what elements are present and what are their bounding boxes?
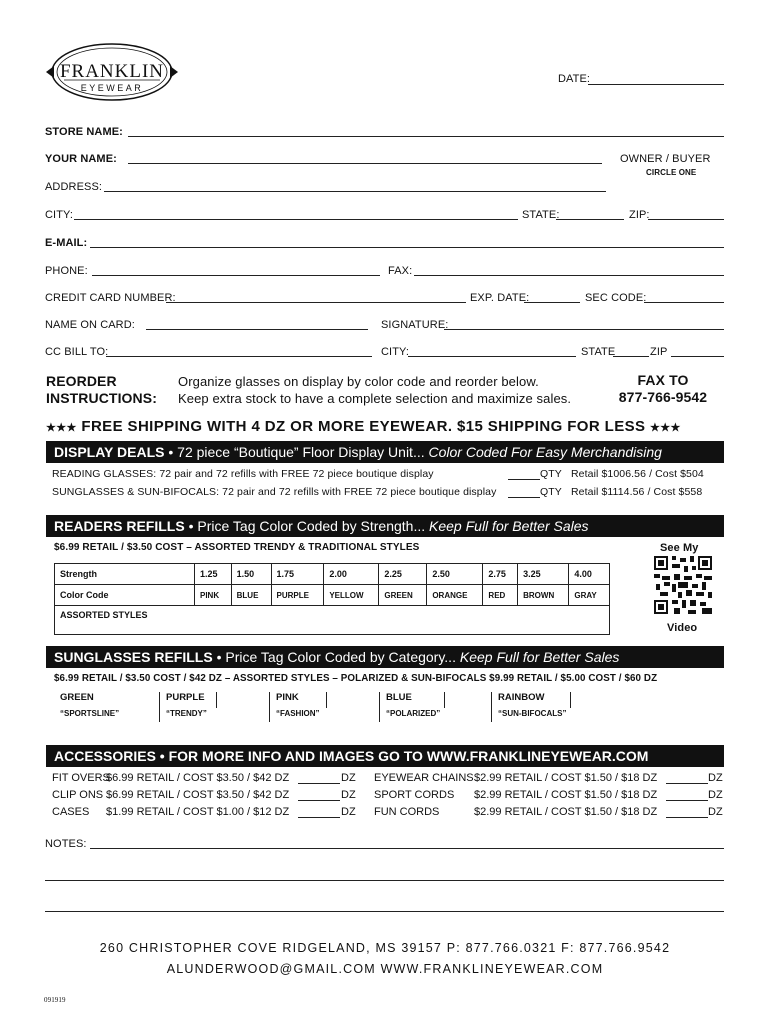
accessory-name: CLIP ONS (52, 789, 104, 801)
readers-italic: Keep Full for Better Sales (429, 518, 589, 534)
accessory-name: EYEWEAR CHAINS (374, 772, 474, 784)
state-label: STATE: (522, 209, 560, 221)
signature-field[interactable] (444, 329, 724, 330)
free-shipping-text: FREE SHIPPING WITH 4 DZ OR MORE EYEWEAR. $15 SHIPPING FOR LESS (81, 418, 646, 435)
address-label: ADDRESS: (45, 181, 103, 193)
star-icon: ★★★ (46, 422, 77, 434)
name-on-card-label: NAME ON CARD: (45, 319, 135, 331)
logo-name: FRANKLIN (59, 61, 165, 82)
accessory-unit: DZ (708, 772, 723, 784)
sec-code-field[interactable] (644, 302, 724, 303)
notes-field-line[interactable] (90, 848, 724, 849)
footer-contact: ALUNDERWOOD@GMAIL.COM WWW.FRANKLINEYEWEAR.COM (166, 962, 604, 976)
city-label: CITY: (45, 209, 74, 221)
color-cell: PINK (195, 585, 232, 606)
credit-card-field[interactable] (166, 302, 466, 303)
exp-date-field[interactable] (524, 302, 580, 303)
color-header: Color Code (55, 585, 195, 606)
store-name-field[interactable] (128, 136, 724, 137)
strength-cell: 2.00 (324, 564, 379, 585)
accessory-qty-field[interactable] (666, 783, 708, 784)
strength-cell: 1.75 (271, 564, 324, 585)
color-row (55, 585, 610, 606)
your-name-label: YOUR NAME: (45, 153, 117, 165)
accessories-title: ACCESSORIES (54, 748, 156, 764)
sunglasses-deal-price: Retail $1114.56 / Cost $558 (571, 486, 703, 498)
fax-field[interactable] (414, 275, 724, 276)
notes-field-line[interactable] (45, 880, 724, 881)
strength-cell: 1.50 (231, 564, 271, 585)
instructions-label: INSTRUCTIONS: (46, 390, 157, 406)
category-style: “POLARIZED” (386, 709, 441, 718)
color-cell: RED (483, 585, 518, 606)
address-field[interactable] (104, 191, 606, 192)
reorder-text-1: Organize glasses on display by color code and reorder below. (178, 374, 539, 389)
email-label: E-MAIL: (45, 237, 88, 249)
zip2-label: ZIP (650, 346, 668, 358)
fax-to-number: 877-766-9542 (618, 389, 708, 405)
zip-field[interactable] (648, 219, 724, 220)
category-name: RAINBOW (498, 692, 545, 703)
category-name: PINK (276, 692, 299, 703)
accessory-unit: DZ (708, 806, 723, 818)
fax-label: FAX: (388, 265, 413, 277)
footer-address: 260 CHRISTOPHER COVE RIDGELAND, MS 39157 P: 877.766.0321 F: 877.766.9542 (99, 941, 671, 955)
sunglasses-category-green[interactable] (54, 692, 160, 722)
strength-cell: 3.25 (518, 564, 569, 585)
display-deals-text: • 72 piece “Boutique” Floor Display Unit... (164, 444, 429, 460)
readers-strength-table (54, 563, 610, 635)
category-style: “TRENDY” (166, 709, 207, 718)
accessory-price: $6.99 RETAIL / COST $3.50 / $42 DZ (106, 772, 290, 784)
readers-text: • Price Tag Color Coded by Strength... (184, 518, 430, 534)
color-cell: YELLOW (324, 585, 379, 606)
city2-field[interactable] (408, 356, 576, 357)
exp-date-label: EXP. DATE: (470, 292, 530, 304)
accessory-unit: DZ (341, 772, 356, 784)
notes-label: NOTES: (45, 838, 87, 850)
display-deals-bar (46, 441, 724, 463)
store-name-label: STORE NAME: (45, 126, 123, 138)
accessory-price: $6.99 RETAIL / COST $3.50 / $42 DZ (106, 789, 290, 801)
sunglasses-category-blue[interactable] (380, 692, 492, 722)
email-field[interactable] (90, 247, 724, 248)
reading-deal-qty-label: QTY (540, 468, 562, 480)
accessory-qty-field[interactable] (666, 817, 708, 818)
accessories-text: • FOR MORE INFO AND IMAGES GO TO WWW.FRANKLINEYEWEAR.COM (155, 748, 649, 764)
fax-to-label: FAX TO (637, 372, 689, 388)
sunglasses-category-rainbow[interactable] (492, 692, 602, 722)
sunglasses-category-pink[interactable] (270, 692, 380, 722)
color-cell: BLUE (231, 585, 271, 606)
assorted-cell (55, 606, 610, 635)
see-my-label: See My (660, 542, 699, 554)
accessory-qty-field[interactable] (298, 800, 340, 801)
reading-deal-text: READING GLASSES: 72 pair and 72 refills with FREE 72 piece boutique display (52, 468, 434, 480)
accessories-bar (46, 745, 724, 767)
zip-label: ZIP: (629, 209, 650, 221)
category-name: GREEN (60, 692, 94, 703)
strength-header: Strength (55, 564, 195, 585)
reading-deal-qty-field[interactable] (508, 479, 540, 480)
color-cell: PURPLE (271, 585, 324, 606)
star-icon: ★★★ (650, 422, 681, 434)
date-field[interactable] (588, 84, 724, 85)
form-code: 091919 (44, 996, 66, 1004)
franklin-logo (44, 40, 180, 104)
zip2-field[interactable] (671, 356, 724, 357)
assorted-label: ASSORTED STYLES (60, 610, 148, 620)
sunglasses-italic: Keep Full for Better Sales (459, 649, 620, 665)
qty-tick (444, 692, 445, 708)
qty-tick (570, 692, 571, 708)
circle-one-note: CIRCLE ONE (646, 168, 697, 177)
category-style: “SUN-BIFOCALS” (498, 709, 567, 718)
state2-label: STATE (581, 346, 616, 358)
sunglasses-deal-qty-field[interactable] (508, 497, 540, 498)
video-label: Video (667, 622, 698, 634)
phone-field[interactable] (92, 275, 380, 276)
accessory-unit: DZ (708, 789, 723, 801)
city-field[interactable] (74, 219, 518, 220)
reading-deal-price: Retail $1006.56 / Cost $504 (571, 468, 704, 480)
name-on-card-field[interactable] (146, 329, 368, 330)
accessory-name: SPORT CORDS (374, 789, 455, 801)
phone-label: PHONE: (45, 265, 88, 277)
accessory-name: CASES (52, 806, 90, 818)
state2-field[interactable] (613, 356, 649, 357)
sunglasses-deal-text: SUNGLASSES & SUN-BIFOCALS: 72 pair and 72 refills with FREE 72 piece boutique display (52, 486, 497, 498)
color-cell: BROWN (518, 585, 569, 606)
assorted-row (55, 606, 610, 635)
accessory-price: $2.99 RETAIL / COST $1.50 / $18 DZ (474, 772, 658, 784)
credit-card-label: CREDIT CARD NUMBER: (45, 292, 176, 304)
sec-code-label: SEC CODE: (585, 292, 647, 304)
accessory-unit: DZ (341, 806, 356, 818)
color-cell: ORANGE (427, 585, 483, 606)
logo-sub: EYEWEAR (80, 83, 144, 93)
accessory-name: FIT OVERS (52, 772, 110, 784)
category-style: “SPORTSLINE” (60, 709, 120, 718)
accessory-qty-field[interactable] (298, 783, 340, 784)
qty-tick (326, 692, 327, 708)
sunglasses-deal-qty-label: QTY (540, 486, 562, 498)
qr-code-icon[interactable] (654, 556, 712, 614)
accessory-unit: DZ (341, 789, 356, 801)
city2-label: CITY: (381, 346, 410, 358)
sunglasses-category-purple[interactable] (160, 692, 270, 722)
category-name: BLUE (386, 692, 412, 703)
sunglasses-text: • Price Tag Color Coded by Category... (212, 649, 460, 665)
color-cell: GREEN (379, 585, 427, 606)
accessory-price: $1.99 RETAIL / COST $1.00 / $12 DZ (106, 806, 290, 818)
reorder-text-2: Keep extra stock to have a complete selection and maximize sales. (178, 391, 572, 406)
strength-cell: 2.75 (483, 564, 518, 585)
sunglasses-pricing: $6.99 RETAIL / $3.50 COST / $42 DZ – ASSORTED STYLES – POLARIZED & SUN-BIFOCALS $9.99 RETAIL / $5.00 COST / $60 DZ (54, 673, 658, 684)
accessory-price: $2.99 RETAIL / COST $1.50 / $18 DZ (474, 789, 658, 801)
accessory-name: FUN CORDS (374, 806, 440, 818)
cc-bill-to-field[interactable] (106, 356, 372, 357)
display-deals-title: DISPLAY DEALS (54, 444, 165, 460)
sunglasses-refills-bar (46, 646, 724, 668)
category-name: PURPLE (166, 692, 205, 703)
readers-pricing: $6.99 RETAIL / $3.50 COST – ASSORTED TRENDY & TRADITIONAL STYLES (54, 542, 420, 553)
sunglasses-title: SUNGLASSES REFILLS (54, 649, 213, 665)
cc-bill-to-label: CC BILL TO: (45, 346, 109, 358)
strength-cell: 2.25 (379, 564, 427, 585)
readers-refills-bar (46, 515, 724, 537)
date-label: DATE: (558, 73, 591, 85)
category-style: “FASHION” (276, 709, 320, 718)
owner-buyer-option[interactable]: OWNER / BUYER (620, 153, 711, 165)
notes-field-line[interactable] (45, 911, 724, 912)
accessory-qty-field[interactable] (666, 800, 708, 801)
qty-tick (216, 692, 217, 708)
strength-row (55, 564, 610, 585)
signature-label: SIGNATURE: (381, 319, 449, 331)
your-name-field[interactable] (128, 163, 602, 164)
display-deals-italic: Color Coded For Easy Merchandising (428, 444, 662, 460)
readers-title: READERS REFILLS (54, 518, 185, 534)
accessory-qty-field[interactable] (298, 817, 340, 818)
strength-cell: 2.50 (427, 564, 483, 585)
reorder-label: REORDER (46, 373, 117, 389)
color-cell: GRAY (569, 585, 610, 606)
accessory-price: $2.99 RETAIL / COST $1.50 / $18 DZ (474, 806, 658, 818)
free-shipping-banner (46, 418, 681, 435)
strength-cell: 1.25 (195, 564, 232, 585)
state-field[interactable] (556, 219, 624, 220)
strength-cell: 4.00 (569, 564, 610, 585)
